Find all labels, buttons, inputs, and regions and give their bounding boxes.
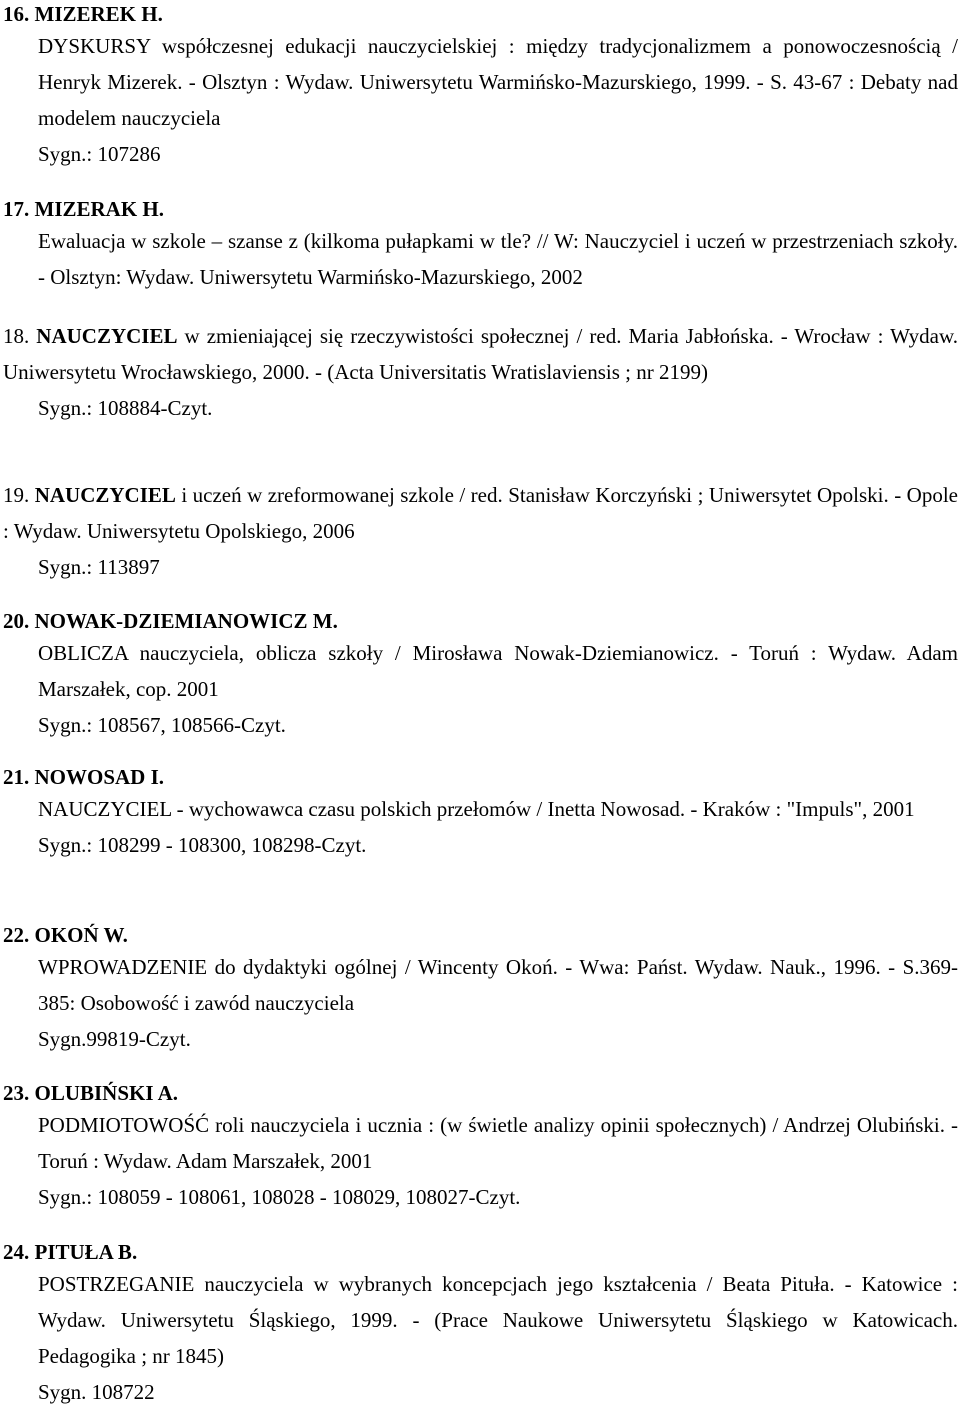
entry-19: [0, 477, 960, 585]
entry-heading: 23. OLUBIŃSKI A.: [3, 1081, 179, 1105]
entry-heading: 16. MIZEREK H.: [3, 2, 163, 26]
entry-16: [0, 0, 960, 172]
entry-description: NAUCZYCIEL - wychowawca czasu polskich przełomów / Inetta Nowosad. - Kraków : "Impuls", 2001: [38, 797, 915, 821]
entry-description: POSTRZEGANIE nauczyciela w wybranych koncepcjach jego kształcenia / Beata Pituła. - Katowice : Wydaw. Uniwersytetu Śląskiego, 1999. - (Prace Naukowe Uniwersytetu Śląskiego w Katowicach. Pedagogika ; nr 1845): [38, 1272, 958, 1368]
entry-shelfmark: Sygn.99819-Czyt.: [38, 1027, 191, 1051]
entry-shelfmark: Sygn.: 108059 - 108061, 108028 - 108029, 108027-Czyt.: [38, 1185, 521, 1209]
entry-shelfmark: Sygn.: 107286: [38, 142, 161, 166]
entry-shelfmark: Sygn.: 108884-Czyt.: [38, 396, 213, 420]
entry-rest: w zmieniającej się rzeczywistości społecznej / red. Maria Jabłońska. - Wrocław : Wydaw. Uniwersytetu Wrocławskiego, 2000. - (Acta Universitatis Wratislaviensis ; nr 2199): [3, 324, 959, 384]
entry-heading: 17. MIZERAK H.: [3, 197, 165, 221]
entry-description: DYSKURSY współczesnej edukacji nauczycielskiej : między tradycjonalizmem a ponowoczesnością / Henryk Mizerek. - Olsztyn : Wydaw. Uniwersytetu Warmińsko-Mazurskiego, 1999. - S. 43-67 : Debaty nad modelem nauczyciela: [38, 34, 958, 130]
entry-shelfmark: Sygn.: 108567, 108566-Czyt.: [38, 713, 286, 737]
entry-heading: 24. PITUŁA B.: [3, 1240, 138, 1264]
entry-heading: 21. NOWOSAD I.: [3, 765, 165, 789]
entry-17: [0, 195, 960, 295]
entry-18: [0, 318, 960, 426]
entry-number: 18.: [3, 324, 30, 348]
entry-24: [0, 1238, 960, 1410]
entry-number: 19.: [3, 483, 30, 507]
entry-description: [3, 318, 958, 390]
entry-description: [3, 477, 958, 549]
entry-title: NAUCZYCIEL: [34, 483, 176, 507]
entry-description: WPROWADZENIE do dydaktyki ogólnej / Wincenty Okoń. - Wwa: Państ. Wydaw. Nauk., 1996. - S.369-385: Osobowość i zawód nauczyciela: [38, 955, 958, 1015]
entry-shelfmark: Sygn.: 113897: [38, 555, 160, 579]
entry-heading: 22. OKOŃ W.: [3, 923, 128, 947]
entry-description: OBLICZA nauczyciela, oblicza szkoły / Mirosława Nowak-Dziemianowicz. - Toruń : Wydaw. Adam Marszałek, cop. 2001: [38, 641, 958, 701]
entry-21: [0, 763, 960, 863]
entry-description: Ewaluacja w szkole – szanse z (kilkoma pułapkami w tle? // W: Nauczyciel i uczeń w przestrzeniach szkoły. - Olsztyn: Wydaw. Uniwersytetu Warmińsko-Mazurskiego, 2002: [38, 229, 958, 289]
entry-23: [0, 1079, 960, 1215]
entry-heading: 20. NOWAK-DZIEMIANOWICZ M.: [3, 609, 338, 633]
entry-22: [0, 921, 960, 1057]
entry-shelfmark: Sygn. 108722: [38, 1380, 155, 1404]
entry-rest: i uczeń w zreformowanej szkole / red. Stanisław Korczyński ; Uniwersytet Opolski. - Opole : Wydaw. Uniwersytetu Opolskiego, 2006: [3, 483, 959, 543]
entry-description: PODMIOTOWOŚĆ roli nauczyciela i ucznia : (w świetle analizy opinii społecznych) / Andrzej Olubiński. - Toruń : Wydaw. Adam Marszałek, 2001: [38, 1113, 958, 1173]
entry-title: NAUCZYCIEL: [36, 324, 178, 348]
entry-20: [0, 607, 960, 743]
entry-shelfmark: Sygn.: 108299 - 108300, 108298-Czyt.: [38, 833, 367, 857]
